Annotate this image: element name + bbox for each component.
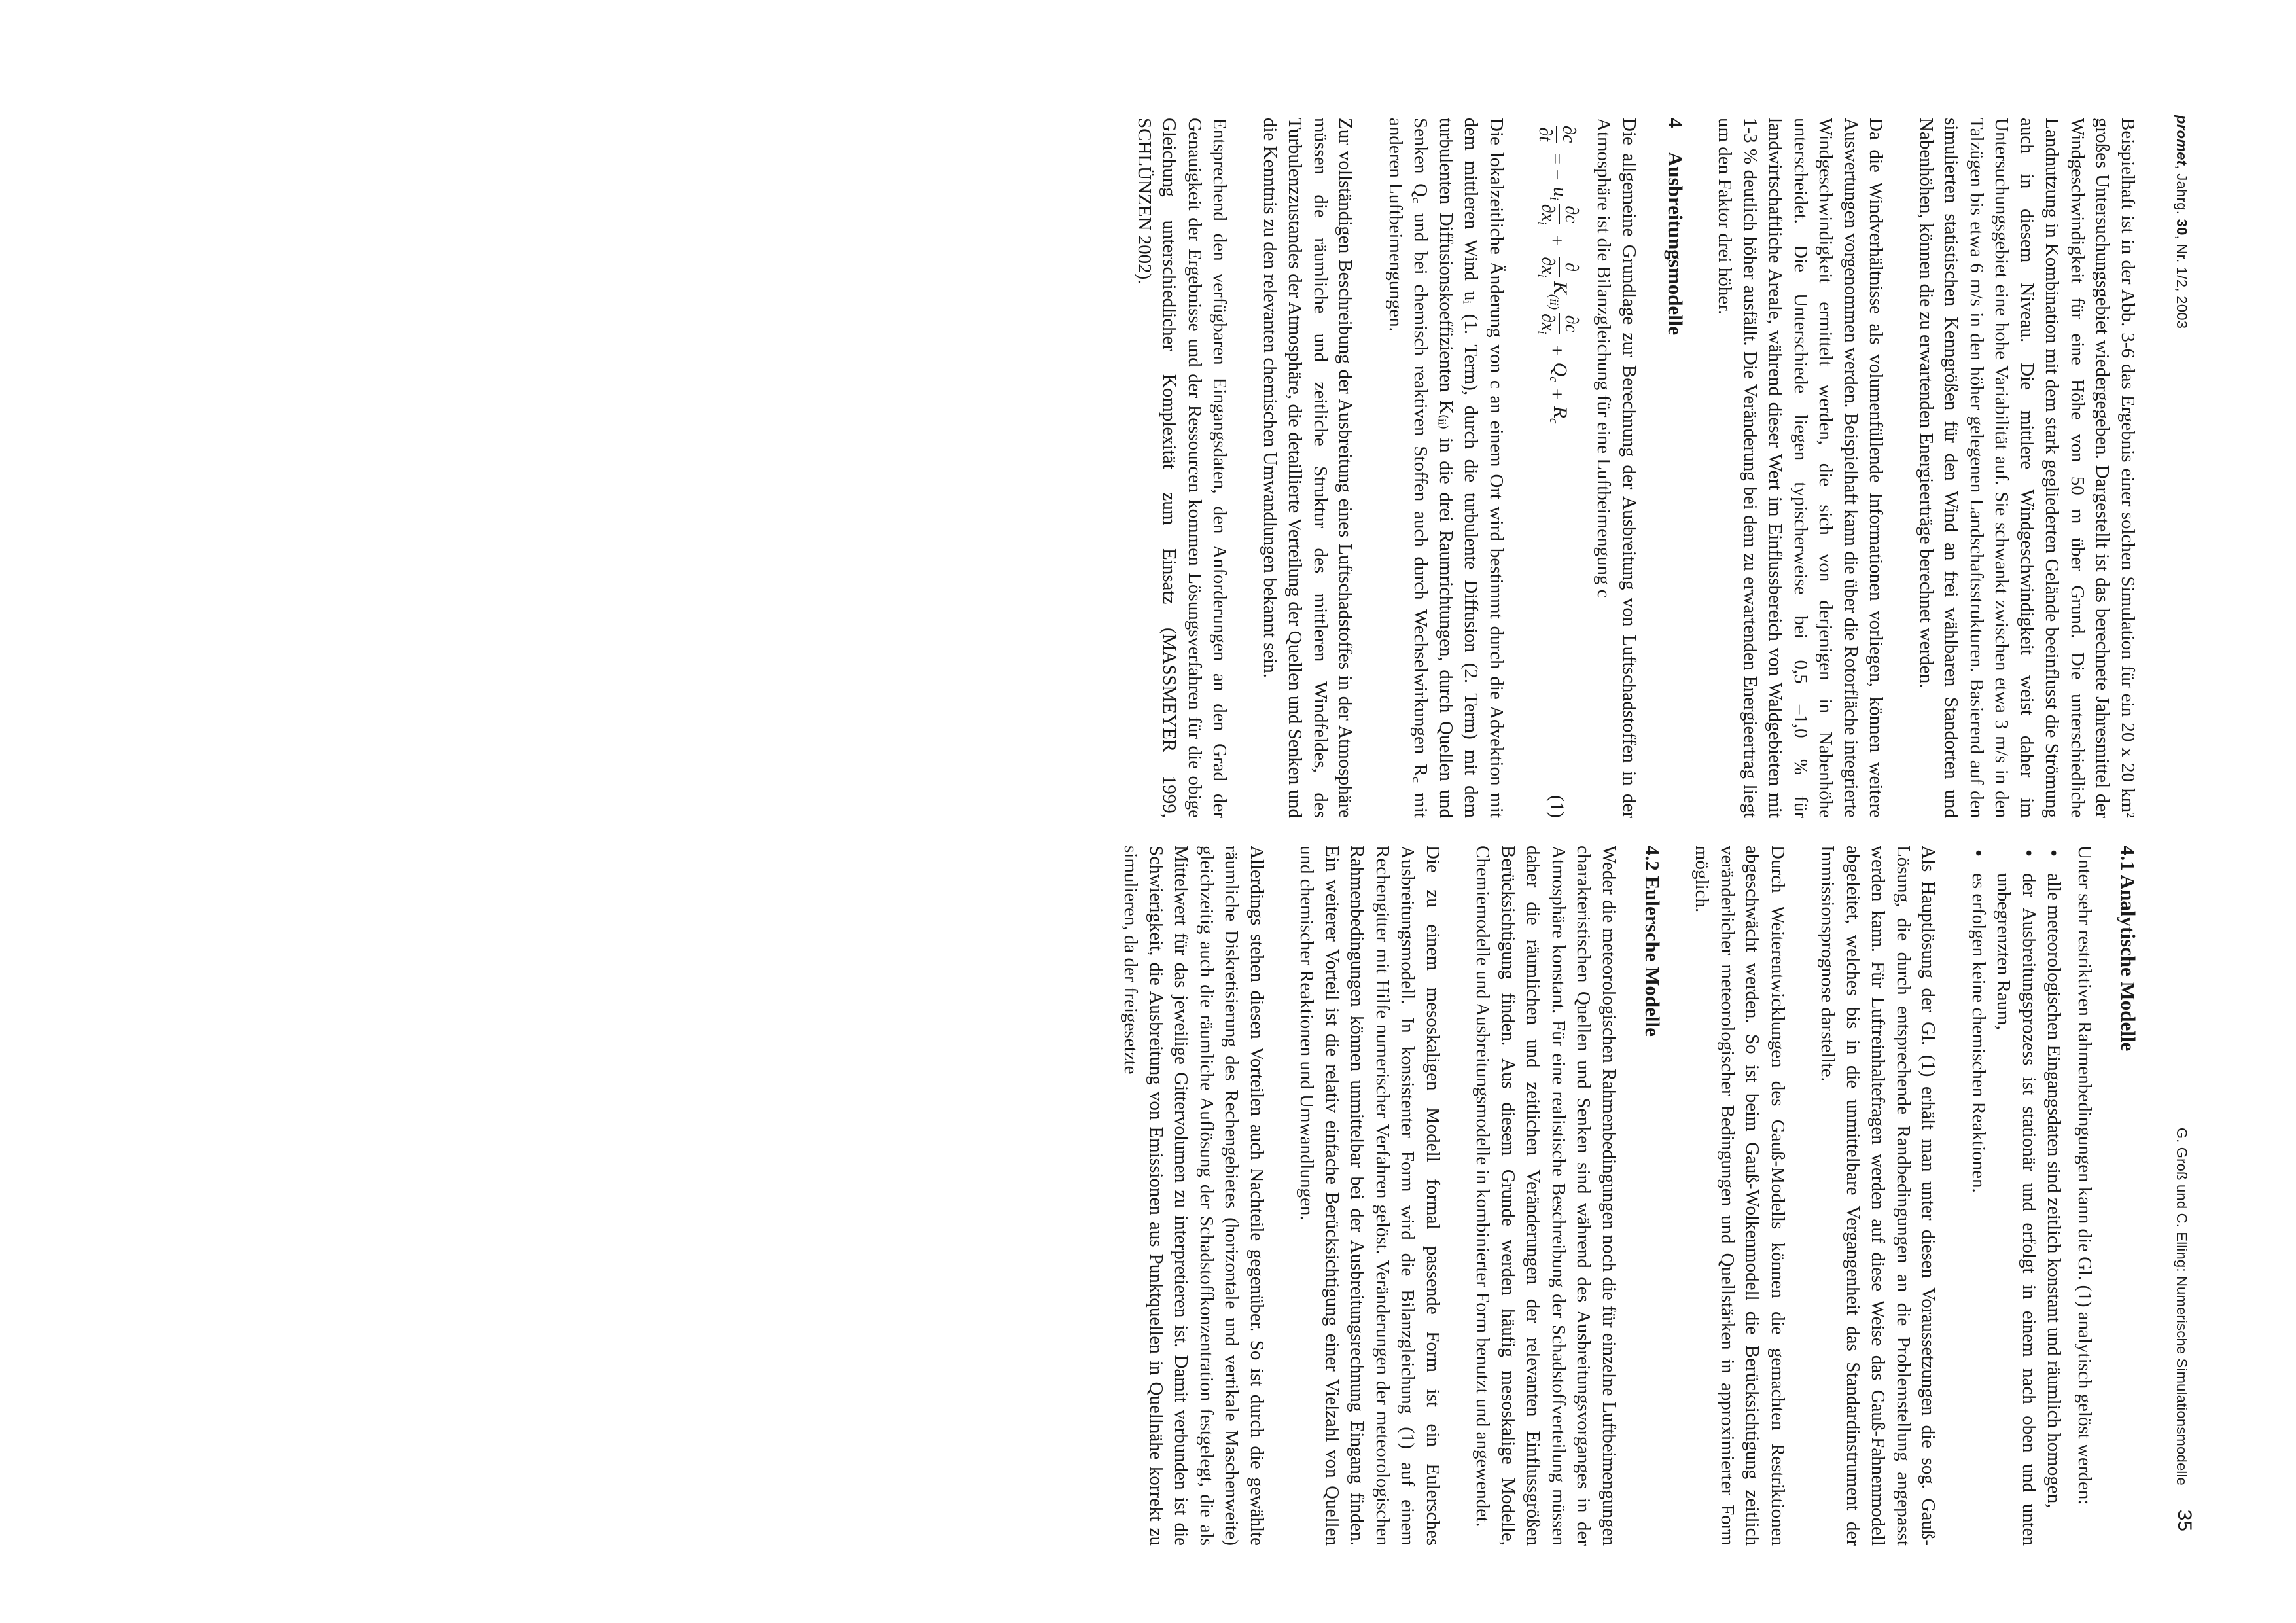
paragraph-solution-methods: Entsprechend den verfügbaren Eingangsdaten, den Anforderungen an den Grad der Genauigkeit der Ergebnisse und der Ressourcen kommen Lösungsverfahren für die obige Gleichung unterschiedlicher Komplexität zum Einsatz (MASSMEYER 1999, SCHLÜNZEN 2002). — [1134, 118, 1231, 818]
list-item: • der Ausbreitungsprozess ist stationär und erfolgt in einem nach oben und unten unbegrenzten Raum, — [1991, 846, 2041, 1546]
journal-citation — [2173, 115, 2190, 329]
paragraph-windfield-example: Beispielhaft ist in der Abb. 3-6 das Ergebnis einer solchen Simulation für ein 20 x 20 km² großes Untersuchungsgebiet wiedergegeben. Dargestellt ist das berechnete Jahresmittel der Windgeschwindigkeit für eine Höhe von 50 m über Grund. Die unterschiedliche Landnutzung in Kombination mit dem stark gegliederten Gelände beeinflusst die Strömung auch in diesem Niveau. Die mittlere Windgeschwindigkeit weist daher im Untersuchungsgebiet eine hohe Variabilität auf. Sie schwankt zwischen etwa 3 m/s in den Talzügen bis etwa 6 m/s in den höher gelegenen Landschaftsstrukturen. Basierend auf den simulierten statistischen Kenngrößen für den Wind an frei wählbaren Standorten und Nabenhöhen, können die zu erwartenden Energieerträge berechnet werden. — [1916, 118, 2138, 818]
assumption-list — [1966, 846, 2067, 1546]
equation-body: ∂c ∂t = − $u_i$ ∂c $\partial x_i$ + ∂ $\partial x_i$ $K_{(ii)}$ ∂c $\partial x_i$ + $Q_c$ + $R_c$ — [1535, 126, 1582, 424]
subsection-heading-4-2: 4.2 Eulersche Modelle — [1641, 846, 1664, 1037]
paragraph-local-change: Die lokalzeitliche Änderung von c an einem Ort wird bestimmt durch die Advektion mit dem mittleren Wind uᵢ (1. Term), durch die turbulente Diffusion (2. Term) mit dem turbulenten Diffusionskoeffizienten K₍ᵢᵢ₎ in die drei Raumrichtungen, durch Quellen und Senken Q꜀ und bei chemisch reaktiven Stoffen auch durch Wechselwirkungen R꜀ mit anderen Luftbeimengungen. — [1385, 118, 1507, 818]
paragraph-rotor-area: Da die Windverhältnisse als volumenfüllende Informationen vorliegen, können weitere Auswertungen vorgenommen werden. Beispielhaft kann die über die Rotorfläche integrierte Windgeschwindigkeit ermittelt werden, die sich von derjenigen in Nabenhöhe unterscheidet. Die Unterschiede liegen typischerweise bei 0,5 –1,0 % für landwirtschaftliche Areale, während dieser Wert im Einflussbereich von Waldgebieten mit 1-3 % deutlich höher ausfällt. Die Veränderung bei dem zu erwartenden Energieertrag liegt um den Faktor drei höher. — [1714, 118, 1887, 818]
paragraph-eulerian-motivation: Weder die meteorologischen Rahmenbedingungen noch die für einzelne Luftbeimengungen charakteristischen Quellen und Senken sind während des Ausbreitungsvorganges in der Atmosphäre konstant. Für eine realistische Beschreibung der Schadstoffverteilung müssen daher die räumlichen und zeitlichen Veränderungen der relevanten Einflussgrößen Berücksichtigung finden. Aus diesem Grunde werden häufig mesoskalige Modelle, Chemiemodelle und Ausbreitungsmodelle in kombinierter Form benutzt und angewendet. — [1472, 846, 1619, 1546]
header-authors-title: G. Groß und C. Elling: Numerische Simulationsmodelle — [2174, 1127, 2190, 1486]
paragraph-gauss-solution: Als Hauptlösung der Gl. (1) erhält man unter diesen Voraussetzungen die sog. Gauß-Lösung, die durch entsprechende Randbedingungen an die Problemstellung angepasst werden kann. Für Luftreinhaltefragen werden auf diese Weise das Gauß-Fahnenmodell abgeleitet, welches bis in die unmittelbare Vergangenheit das Standardinstrument der Immissionsprognose darstellte. — [1817, 846, 1939, 1546]
paragraph-eulerian-advantages: Die zu einem mesoskaligen Modell formal passende Form ist ein Eulersches Ausbreitungsmodell. In konsistenter Form wird die Bilanzgleichung (1) auf einem Rechengitter mit Hilfe numerischer Verfahren gelöst. Veränderungen der meteorologischen Rahmenbedingungen können unmittelbar bei der Ausbreitungsrechnung Eingang finden. Ein weiterer Vorteil ist die relativ einfache Berücksichtigung einer Vielzahl von Quellen und chemischer Reaktionen und Umwandlungen. — [1296, 846, 1443, 1546]
running-header — [2172, 115, 2198, 1531]
right-column — [1093, 846, 2140, 1546]
equation-number: (1) — [1546, 795, 1568, 818]
equation-1 — [1527, 118, 1586, 818]
page-number: 35 — [2174, 1509, 2195, 1531]
paragraph-complete-description: Zur vollständigen Beschreibung der Ausbreitung eines Luftschadstoffes in der Atmosphäre müssen die räumliche und zeitliche Struktur des mittleren Windfeldes, des Turbulenzzustandes der Atmosphäre, die detaillierte Verteilung der Quellen und Senken und die Kenntnis zu den relevanten chemischen Umwandlungen bekannt sein. — [1260, 118, 1356, 818]
journal-meta-post: , Nr. 1/2, 2003 — [2174, 235, 2190, 329]
subsection-heading-4-1: 4.1 Analytische Modelle — [2117, 846, 2140, 1052]
section-number: 4 — [1664, 118, 1687, 128]
journal-brand: promet — [2174, 115, 2190, 166]
journal-meta-pre: , Jahrg. — [2174, 165, 2190, 219]
paragraph-restrictive-conditions: Unter sehr restriktiven Rahmenbedingungen kann die Gl. (1) analytisch gelöst werden: — [2074, 846, 2095, 1505]
paragraph-gauss-extensions: Durch Weiterentwicklungen des Gauß-Modells können die gemachten Restriktionen abgeschwächt werden. So ist beim Gauß-Wolkenmodell die Berücksichtigung zeitlich veränderlicher meteorologischer Bedingungen und Quellstärken in approximierter Form möglich. — [1691, 846, 1788, 1546]
list-item: • es erfolgen keine chemischen Reaktionen. — [1966, 846, 1992, 1546]
list-item: • alle meteorologischen Eingangsdaten sind zeitlich konstant und räumlich homogen, — [2041, 846, 2067, 1546]
section-heading-4 — [1663, 118, 1687, 818]
paragraph-eulerian-drawbacks: Allerdings stehen diesen Vorteilen auch Nachteile gegenüber. So ist durch die gewählte räumliche Diskretisierung des Rechengebietes (horizontale und vertikale Maschenweite) gleichzeitig auch die räumliche Auflösung der Schadstoffkonzentration festgelegt, die als Mittelwert für das jeweilige Gittervolumen zu interpretieren ist. Damit verbunden ist die Schwierigkeit, die Ausbreitung von Emissionen aus Punktquellen in Quellnähe korrekt zu simulieren, da der freigesetzte — [1120, 846, 1267, 1546]
section-title: Ausbreitungsmodelle — [1664, 152, 1687, 336]
journal-volume: 30 — [2174, 219, 2190, 236]
paragraph-balance-intro: Die allgemeine Grundlage zur Berechnung der Ausbreitung von Luftschadstoffen in der Atmosphäre ist die Bilanzgleichung für eine Luftbeimengung c — [1593, 118, 1640, 818]
left-column — [1107, 118, 2141, 818]
